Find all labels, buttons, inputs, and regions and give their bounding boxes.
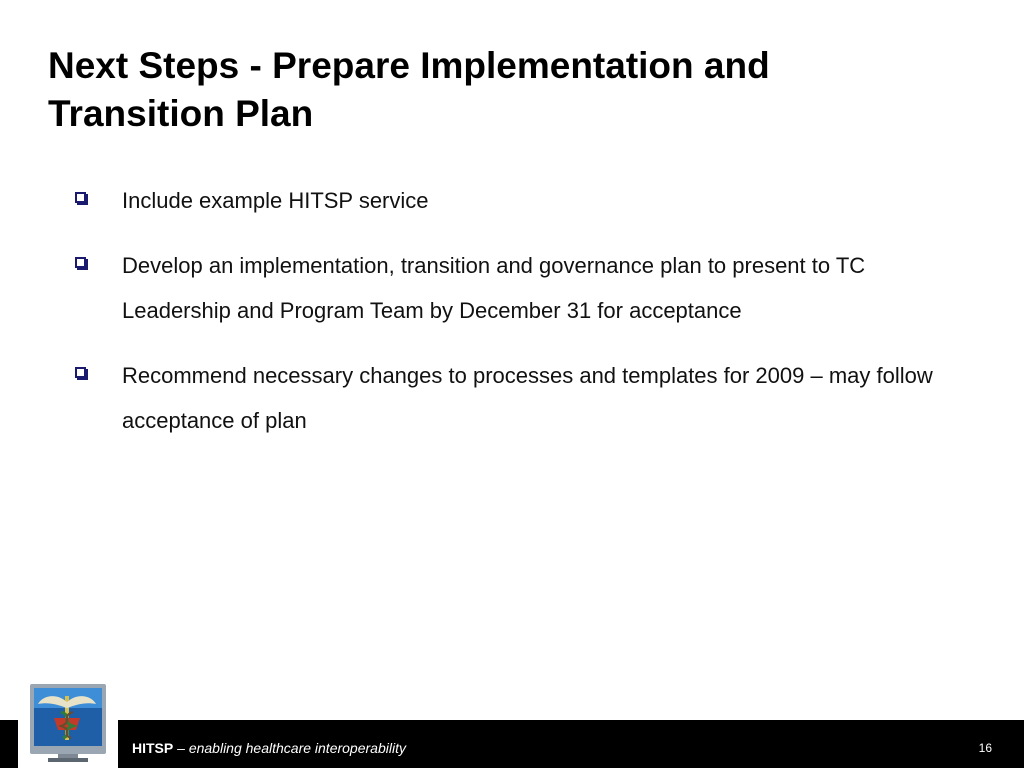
bullet-item: [72, 178, 972, 223]
slide-title: Next Steps - Prepare Implementation and Transition Plan: [48, 45, 770, 134]
bullet-text: Recommend necessary changes to processes and templates for 2009 – may follow acceptance of plan: [122, 363, 933, 433]
hollow-square-bullet-icon: [75, 192, 86, 203]
hollow-square-bullet-icon: [75, 367, 86, 378]
footer-tagline: [132, 740, 406, 756]
footer-separator: –: [173, 740, 189, 756]
bullet-item: [72, 243, 972, 333]
bullet-text: Include example HITSP service: [122, 188, 429, 213]
page-number: 16: [978, 741, 992, 755]
footer-brand: HITSP: [132, 740, 174, 756]
hollow-square-bullet-icon: [75, 257, 86, 268]
bullet-list: [72, 178, 972, 463]
footer-tagline-text: enabling healthcare interoperability: [188, 740, 406, 756]
bullet-text: Develop an implementation, transition and governance plan to present to TC Leadership and Program Team by December 31 for acceptance: [122, 253, 866, 323]
hitsp-logo-icon: [28, 682, 108, 764]
bullet-item: [72, 353, 972, 443]
